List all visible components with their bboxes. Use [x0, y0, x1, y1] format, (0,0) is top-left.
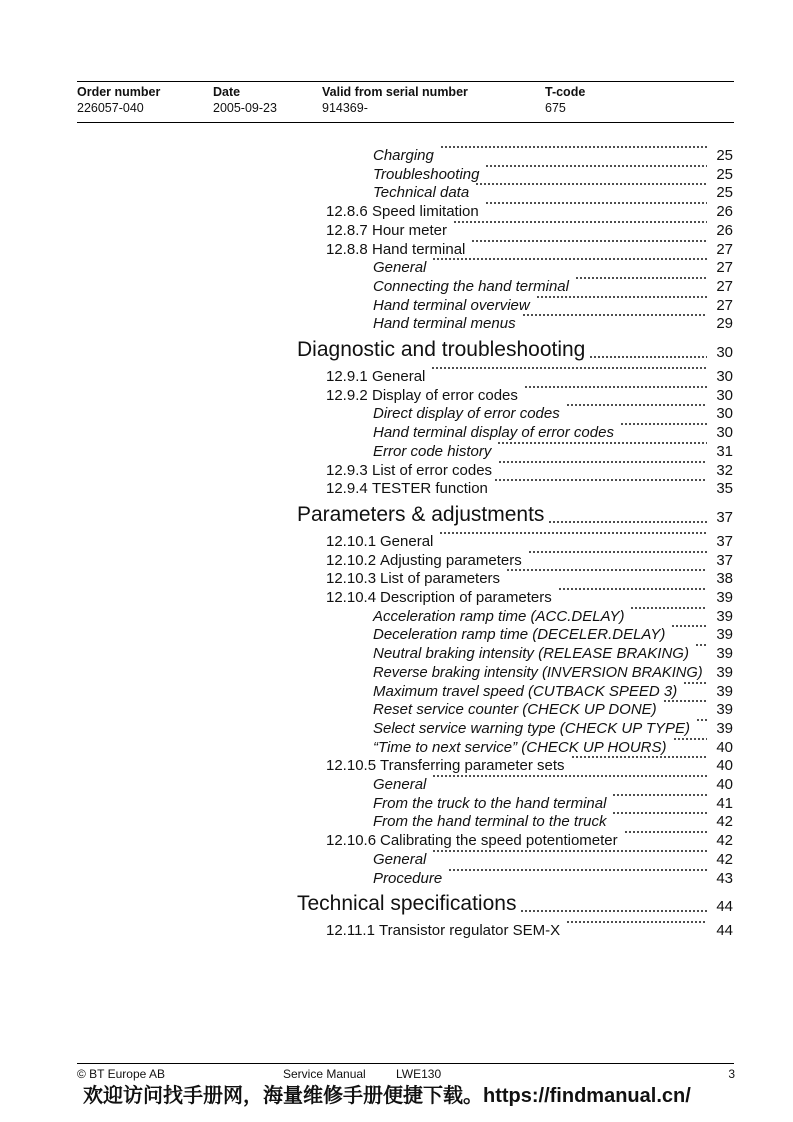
toc-entry-number: 12.10.2: [326, 551, 377, 569]
toc-subentry-title: Hand terminal display of error codes: [373, 424, 614, 442]
toc-entry[interactable]: [0, 831, 733, 850]
toc-subentry[interactable]: [0, 165, 733, 184]
toc-subentry-title: Neutral braking intensity (RELEASE BRAKING): [373, 645, 689, 663]
toc-entry[interactable]: [0, 588, 733, 607]
download-banner[interactable]: 欢迎访问找手册网，海量维修手册便捷下载。https://findmanual.cn/: [83, 1085, 691, 1107]
toc-leader-dots: [612, 812, 707, 814]
tcode-block: [545, 84, 585, 116]
toc-entry-title: Hour meter: [372, 221, 448, 239]
toc-leader-dots: [695, 644, 707, 646]
toc-entry[interactable]: [0, 386, 733, 405]
toc-leader-dots: [620, 423, 707, 425]
toc-subentry-title: Charging: [373, 147, 434, 164]
toc-page-number: 35: [716, 480, 733, 498]
toc-page-number: 30: [716, 344, 733, 361]
toc-leader-dots: [471, 240, 707, 242]
toc-subentry-title: General: [373, 259, 427, 277]
toc-entry-number: 12.9.3: [326, 461, 368, 479]
toc-subentry-title: Connecting the hand terminal: [373, 277, 569, 295]
toc-page-number: 42: [716, 832, 733, 850]
toc-section-title: Diagnostic and troubleshooting: [297, 338, 586, 361]
toc-leader-dots: [432, 775, 707, 777]
toc-subentry[interactable]: [0, 850, 733, 869]
toc-entry-title: Transistor regulator SEM-X: [379, 922, 561, 940]
tcode-value: 675: [545, 101, 566, 115]
toc-leader-dots: [536, 296, 707, 298]
toc-leader-dots: [520, 910, 707, 912]
toc-subentry-title: Reset service counter (CHECK UP DONE): [373, 701, 657, 719]
toc-entry-title: Display of error codes: [372, 386, 518, 404]
toc-entry[interactable]: [0, 202, 733, 221]
toc-page-number: 30: [716, 424, 733, 442]
toc-entry-number: 12.8.8: [326, 240, 368, 258]
toc-page-number: 27: [716, 277, 733, 295]
toc-page-number: 30: [716, 386, 733, 404]
toc-page-number: 44: [716, 922, 733, 940]
toc-section[interactable]: [0, 337, 733, 365]
toc-page-number: 39: [716, 663, 733, 681]
footer-page-number: 3: [728, 1067, 735, 1081]
toc-entry-title: TESTER function: [372, 480, 488, 498]
toc-subentry-title: From the truck to the hand terminal: [373, 794, 607, 812]
toc-leader-dots: [696, 719, 707, 721]
toc-leader-dots: [575, 277, 707, 279]
toc-subentry-title: General: [373, 776, 427, 793]
toc-entry-title: Calibrating the speed potentiometer: [380, 832, 618, 850]
toc-leader-dots: [671, 625, 707, 627]
toc-page-number: 39: [716, 626, 733, 644]
toc-subentry[interactable]: [0, 775, 733, 794]
toc-entry-title: Speed limitation: [372, 203, 479, 221]
toc-entry-number: 12.9.4: [326, 480, 368, 498]
toc-subentry-title: Reverse braking intensity (INVERSION BRAKING): [373, 663, 703, 681]
toc-entry-number: 12.10.6: [326, 832, 377, 850]
toc-subentry[interactable]: [0, 644, 733, 663]
toc-entry-title: Description of parameters: [380, 589, 552, 606]
toc-page-number: 42: [716, 850, 733, 868]
toc-leader-dots: [630, 607, 707, 609]
toc-subentry[interactable]: [0, 812, 733, 831]
toc-entry[interactable]: [0, 921, 733, 940]
date-value: 2005-09-23: [213, 101, 277, 115]
toc-subentry-title: “Time to next service” (CHECK UP HOURS): [373, 738, 667, 756]
toc-page-number: 27: [716, 240, 733, 258]
toc-page-number: 29: [716, 315, 733, 333]
toc-leader-dots: [506, 569, 707, 571]
toc-entry-number: 12.11.1: [326, 922, 375, 940]
toc-leader-dots: [663, 700, 707, 702]
toc-entry-number: 12.10.5: [326, 757, 377, 775]
date-label: Date: [213, 85, 241, 99]
toc-entry-title: List of parameters: [380, 570, 501, 588]
toc-page-number: 38: [716, 570, 733, 588]
toc-page-number: 39: [716, 589, 733, 606]
toc-entry[interactable]: [0, 461, 733, 480]
serial-block: [322, 84, 468, 116]
toc-entry[interactable]: [0, 479, 733, 498]
toc-page-number: 40: [716, 757, 733, 775]
toc-leader-dots: [432, 258, 707, 260]
toc-entry[interactable]: [0, 367, 733, 386]
toc-entry-title: General: [380, 532, 434, 550]
toc-entry-number: 12.10.4: [326, 589, 377, 606]
toc-subentry[interactable]: [0, 258, 733, 277]
toc-page-number: 40: [716, 738, 733, 756]
toc-entry-number: 12.10.3: [326, 570, 377, 588]
footer-copyright: © BT Europe AB: [77, 1067, 166, 1081]
toc-page-number: 30: [716, 405, 733, 423]
toc-entry-number: 12.8.6: [326, 203, 368, 221]
toc-subentry[interactable]: [0, 314, 733, 333]
toc-entry-title: List of error codes: [372, 461, 493, 479]
toc-subentry[interactable]: [0, 738, 733, 757]
footer-manual: Service Manual: [283, 1067, 366, 1081]
toc-entry[interactable]: [0, 221, 733, 240]
toc-leader-dots: [432, 850, 707, 852]
toc-leader-dots: [485, 165, 707, 167]
toc-page-number: 26: [716, 203, 733, 221]
toc-subentry-title: Technical data: [373, 184, 470, 202]
toc-subentry-title: Maximum travel speed (CUTBACK SPEED 3): [373, 682, 678, 700]
toc-page-number: 25: [716, 147, 733, 164]
toc-leader-dots: [453, 221, 707, 223]
toc-page-number: 43: [716, 869, 733, 887]
toc-leader-dots: [673, 738, 707, 740]
toc-leader-dots: [475, 183, 707, 185]
toc-section[interactable]: [0, 502, 733, 530]
header-rule-top: [77, 81, 734, 82]
toc-page-number: 44: [716, 898, 733, 916]
toc-subentry[interactable]: [0, 404, 733, 423]
toc-subentry[interactable]: [0, 607, 733, 626]
toc-page-number: 39: [716, 645, 733, 663]
toc-leader-dots: [589, 356, 707, 358]
toc-section-title: Parameters & adjustments: [297, 502, 545, 526]
toc-page-number: 30: [716, 368, 733, 385]
toc-leader-dots: [498, 461, 707, 463]
toc-subentry-title: General: [373, 850, 427, 868]
toc-leader-dots: [431, 367, 707, 369]
toc-subentry-title: From the hand terminal to the truck: [373, 813, 607, 831]
toc-subentry-title: Troubleshooting: [373, 165, 480, 183]
toc-page-number: 37: [716, 551, 733, 569]
toc-section[interactable]: [0, 891, 733, 919]
toc-subentry-title: Direct display of error codes: [373, 405, 560, 423]
toc-subentry[interactable]: [0, 794, 733, 813]
toc-leader-dots: [448, 869, 707, 871]
toc-page-number: 39: [716, 719, 733, 737]
toc-entry[interactable]: [0, 756, 733, 775]
toc-subentry[interactable]: [0, 277, 733, 296]
footer-rule: [77, 1063, 734, 1064]
toc-subentry[interactable]: [0, 296, 733, 315]
toc-leader-dots: [524, 386, 707, 388]
toc-subentry-title: Hand terminal menus: [373, 315, 516, 333]
toc-subentry[interactable]: [0, 719, 733, 738]
toc-entry-number: 12.10.1: [326, 532, 377, 550]
header-rule-bottom: [77, 122, 734, 123]
toc-page-number: 31: [716, 442, 733, 460]
toc-subentry[interactable]: [0, 682, 733, 701]
toc-subentry[interactable]: [0, 423, 733, 442]
toc-leader-dots: [566, 921, 707, 923]
toc-entry-title: Adjusting parameters: [380, 551, 522, 569]
toc-leader-dots: [528, 551, 707, 553]
toc-subentry[interactable]: [0, 869, 733, 888]
toc-subentry[interactable]: [0, 442, 733, 461]
toc-leader-dots: [548, 521, 707, 523]
toc-subentry-title: Error code history: [373, 442, 492, 460]
toc-entry[interactable]: [0, 569, 733, 588]
toc-page-number: 32: [716, 461, 733, 479]
toc-leader-dots: [612, 794, 707, 796]
toc-entry-number: 12.8.7: [326, 221, 368, 239]
toc-subentry-title: Select service warning type (CHECK UP TYPE): [373, 719, 691, 737]
toc-page-number: 27: [716, 296, 733, 314]
tcode-label: T-code: [545, 85, 586, 99]
toc-entry-number: 12.9.2: [326, 386, 368, 404]
order-number-label: Order number: [77, 85, 161, 99]
toc-entry-number: 12.9.1: [326, 368, 368, 385]
toc-entry-title: General: [372, 368, 426, 385]
toc-subentry-title: Hand terminal overview: [373, 296, 530, 314]
toc-entry-title: Transferring parameter sets: [380, 757, 565, 775]
toc-page-number: 25: [716, 165, 733, 183]
toc-subentry[interactable]: [0, 700, 733, 719]
date-block: [213, 84, 277, 116]
toc-subentry-title: Procedure: [373, 869, 443, 887]
toc-page-number: 39: [716, 682, 733, 700]
toc-leader-dots: [624, 831, 707, 833]
order-number-value: 226057-040: [77, 101, 144, 115]
order-number-block: [77, 84, 160, 116]
toc-entry[interactable]: [0, 240, 733, 259]
toc-entry-title: Hand terminal: [372, 240, 466, 258]
toc-page-number: 25: [716, 184, 733, 202]
toc-page-number: 39: [716, 701, 733, 719]
serial-label: Valid from serial number: [322, 85, 468, 99]
toc-leader-dots: [571, 756, 707, 758]
toc-page-number: 27: [716, 259, 733, 277]
toc-entry[interactable]: [0, 532, 733, 551]
toc-page-number: 39: [716, 607, 733, 625]
toc-page-number: 37: [716, 532, 733, 550]
toc-leader-dots: [558, 588, 707, 590]
toc-page-number: 42: [716, 813, 733, 831]
toc-leader-dots: [440, 146, 707, 148]
toc-subentry[interactable]: [0, 146, 733, 165]
toc-page-number: 40: [716, 776, 733, 793]
toc-subentry[interactable]: [0, 663, 733, 682]
serial-value: 914369-: [322, 101, 368, 115]
toc-subentry[interactable]: [0, 625, 733, 644]
toc-leader-dots: [522, 314, 707, 316]
toc-subentry-title: Acceleration ramp time (ACC.DELAY): [373, 607, 625, 625]
toc-leader-dots: [439, 532, 707, 534]
toc-page-number: 41: [716, 794, 733, 812]
toc-subentry-title: Deceleration ramp time (DECELER.DELAY): [373, 626, 666, 644]
toc-entry[interactable]: [0, 551, 733, 570]
toc-section-title: Technical specifications: [297, 892, 517, 916]
toc-page-number: 37: [716, 508, 733, 526]
toc-page-number: 26: [716, 221, 733, 239]
toc-leader-dots: [485, 202, 707, 204]
toc-subentry[interactable]: [0, 183, 733, 202]
toc-leader-dots: [497, 442, 707, 444]
toc-leader-dots: [683, 682, 707, 684]
toc-leader-dots: [566, 404, 707, 406]
toc-leader-dots: [494, 479, 707, 481]
footer-model: LWE130: [396, 1067, 442, 1081]
